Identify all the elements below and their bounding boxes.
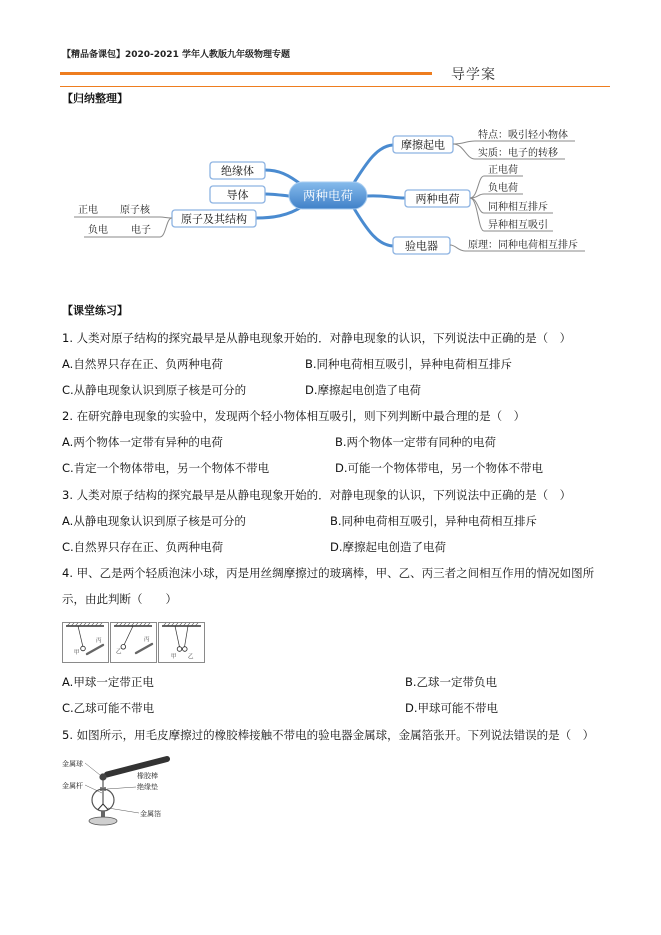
figure-panel-3 (159, 623, 205, 663)
header-tag: 导学案 (451, 67, 496, 83)
panel-1-rod-label: 丙 (96, 638, 102, 644)
leaf-atom-charge-positive: 正电 (78, 205, 98, 216)
panel-3-left-ball-label: 甲 (171, 654, 177, 660)
metal-foil-right (103, 804, 108, 810)
figure-panel-1 (63, 623, 109, 663)
leaf-atom-electron: 电子 (131, 225, 151, 236)
question-4-stem-line-2: 示，由此判断（ ） (62, 592, 177, 606)
leaf-like-repel: 同种相互排斥 (488, 202, 548, 213)
leaf-atom-charge-negative: 负电 (88, 225, 108, 236)
branch-charges (367, 196, 405, 198)
node-atom-label: 原子及其结构 (181, 212, 247, 226)
question-4-figure (62, 622, 206, 663)
metal-ball (99, 773, 106, 780)
question-2-option-b: B.两个物体一定带有同种的电荷 (335, 435, 497, 449)
leaf-electroscope-principle: 原理：同种电荷相互排斥 (468, 240, 578, 251)
question-1-option-d: D.摩擦起电创造了电荷 (305, 383, 422, 397)
mindmap (0, 120, 661, 265)
practice-title: 【课堂练习】 (62, 304, 128, 317)
question-4-option-c: C.乙球可能不带电 (62, 701, 155, 715)
header-rule-thick (60, 72, 432, 75)
panel-2-rod-label: 丙 (144, 637, 150, 643)
branch-friction (352, 145, 393, 186)
node-friction-label: 摩擦起电 (401, 138, 445, 152)
node-electroscope-label: 验电器 (405, 239, 438, 253)
question-1-option-b: B.同种电荷相互吸引，异种电荷相互排斥 (305, 357, 513, 371)
header-rule-thin (60, 86, 610, 87)
label-insulating-pad: 绝缘垫 (137, 783, 158, 791)
figure-panel-2 (111, 623, 157, 663)
label-metal-ball: 金属球 (62, 760, 83, 768)
question-2-option-c: C.肯定一个物体带电，另一个物体不带电 (62, 461, 270, 475)
panel-3-right-ball-label: 乙 (188, 654, 194, 660)
leaf-atom-nucleus: 原子核 (120, 205, 150, 216)
question-3-option-b: B.同种电荷相互吸引，异种电荷相互排斥 (330, 514, 538, 528)
leaf-friction-essence: 实质：电子的转移 (478, 148, 558, 159)
question-5-figure (60, 752, 175, 832)
mindmap-center-label: 两种电荷 (302, 188, 354, 203)
branch-electroscope (352, 205, 393, 246)
branch-conductor (265, 194, 289, 196)
label-rubber-rod: 橡胶棒 (137, 772, 158, 780)
question-1-option-c: C.从静电现象认识到原子核是可分的 (62, 383, 247, 397)
question-2-option-d: D.可能一个物体带电，另一个物体不带电 (335, 461, 544, 475)
leaf-positive-charge: 正电荷 (488, 165, 518, 176)
node-conductor-label: 导体 (226, 188, 249, 202)
leaf-line-atom-1 (74, 217, 172, 218)
node-insulator-label: 绝缘体 (221, 164, 254, 178)
question-2-stem: 2. 在研究静电现象的实验中，发现两个轻小物体相互吸引，则下列判断中最合理的是（ ） (62, 409, 526, 423)
question-3-option-a: A.从静电现象认识到原子核是可分的 (62, 514, 246, 528)
metal-foil-left (98, 804, 103, 810)
question-3-option-d: D.摩擦起电创造了电荷 (330, 540, 447, 554)
question-1-option-a: A.自然界只存在正、负两种电荷 (62, 357, 223, 371)
panel-2-ball-label: 乙 (116, 649, 122, 655)
question-3-stem: 3. 人类对原子结构的探究最早是从静电现象开始的．对静电现象的认识，下列说法中正确的是（ ） (62, 488, 572, 502)
leaf-friction-feature: 特点：吸引轻小物体 (478, 130, 568, 141)
summary-title: 【归纳整理】 (62, 92, 128, 105)
question-3-option-c: C.自然界只存在正、负两种电荷 (62, 540, 224, 554)
question-4-option-d: D.甲球可能不带电 (405, 701, 499, 715)
leaf-line-friction-1 (453, 141, 575, 144)
electroscope-base (89, 817, 117, 825)
header-title: 【精品备课包】2020-2021 学年人教版九年级物理专题 (62, 50, 290, 60)
leaf-negative-charge: 负电荷 (488, 183, 518, 194)
question-2-option-a: A.两个物体一定带有异种的电荷 (62, 435, 223, 449)
label-metal-foil: 金属箔 (140, 810, 161, 818)
leaf-line-charges-2 (470, 194, 523, 198)
question-4-option-b: B.乙球一定带负电 (405, 675, 498, 689)
leaf-unlike-attract: 异种相互吸引 (488, 220, 548, 231)
question-5-stem: 5. 如图所示，用毛皮摩擦过的橡胶棒接触不带电的验电器金属球，金属箔张开。下列说法错误的是（ ） (62, 728, 595, 742)
question-1-stem: 1. 人类对原子结构的探究最早是从静电现象开始的．对静电现象的认识，下列说法中正确的是（ ） (62, 331, 572, 345)
node-charges-label: 两种电荷 (415, 192, 460, 206)
question-4-option-a: A.甲球一定带正电 (62, 675, 154, 689)
label-metal-rod: 金属杆 (62, 782, 83, 790)
question-4-stem-line-1: 4. 甲、乙是两个轻质泡沫小球，丙是用丝绸摩擦过的玻璃棒，甲、乙、丙三者之间相互作用的情况如图所 (62, 566, 595, 580)
panel-1-ball-label: 甲 (74, 650, 80, 656)
